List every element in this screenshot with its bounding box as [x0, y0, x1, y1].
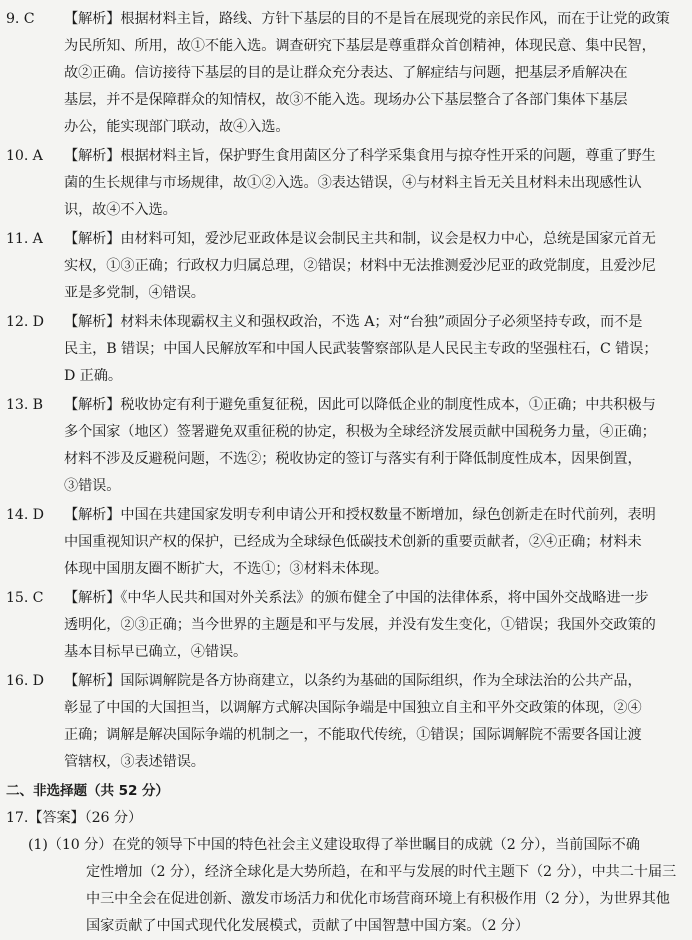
answer-line: 【解析】《中华人民共和国对外关系法》的颁布健全了中国的法律体系，将中国外交战略进一步	[64, 590, 649, 606]
question-number: 11. A	[6, 231, 43, 247]
question-10	[6, 143, 684, 224]
question-number: 13. B	[6, 397, 43, 413]
answer-line: 正确；调解是解决国际争端的机制之一，不能取代传统，①错误；国际调解院不需要各国让渡	[64, 727, 642, 743]
section-heading: 二、非选择题（共 52 分）	[6, 783, 169, 799]
answer-line: 故②正确。信访接待下基层的目的是让群众充分表达、了解症结与问题，把基层矛盾解决在	[64, 65, 628, 81]
answer-line: (1)（10 分）在党的领导下中国的特色社会主义建设取得了举世瞩目的成就（2 分），当前国际不确	[28, 837, 640, 853]
question-12	[6, 309, 684, 390]
answer-line: 体现中国朋友圈不断扩大，不选①；③材料未体现。	[64, 561, 389, 577]
question-number: 12. D	[6, 314, 44, 330]
question-17	[6, 805, 684, 940]
sub-answer-1	[6, 832, 684, 940]
question-number: 9. C	[6, 11, 35, 27]
question-9	[6, 6, 684, 141]
answer-line: 【解析】材料未体现霸权主义和强权政治，不选 A；对“台独”顽固分子必须坚持专政，而不是	[64, 314, 643, 330]
answer-line: 基层，并不是保障群众的知情权，故③不能入选。现场办公下基层整合了各部门集体下基层	[64, 92, 628, 108]
answer-line: 为民所知、所用，故①不能入选。调查研究下基层是尊重群众首创精神，体现民意、集中民智，	[64, 38, 656, 54]
question-number: 17.	[6, 810, 29, 826]
answer-line: 材料不涉及反避税问题，不选②；税收协定的签订与落实有利于降低制度性成本，因果倒置，	[64, 451, 642, 467]
answer-line: 菌的生长规律与市场规律，故①②入选。③表达错误，④与材料主旨无关且材料未出现感性认	[64, 175, 642, 191]
question-15	[6, 585, 684, 666]
answer-line: 实权，①③正确；行政权力归属总理，②错误；材料中无法推测爱沙尼亚的政党制度，且爱沙尼	[64, 258, 656, 274]
answer-line: 办公，能实现部门联动，故④入选。	[64, 119, 290, 135]
question-13	[6, 392, 684, 500]
question-number: 16. D	[6, 673, 44, 689]
answer-line: 民主，B 错误；中国人民解放军和中国人民武装警察部队是人民民主专政的坚强柱石，C 错误；	[64, 341, 658, 357]
answer-line: 中三中全会在促进创新、激发市场活力和优化市场营商环境上有积极作用（2 分），为世界其他	[86, 891, 670, 907]
answer-line: 基本目标早已确立，④错误。	[64, 644, 248, 660]
answer-label: 【答案】（26 分）	[28, 810, 143, 826]
answer-line: 中国重视知识产权的保护，已经成为全球绿色低碳技术创新的重要贡献者，②④正确；材料未	[64, 534, 642, 550]
question-number: 10. A	[6, 148, 43, 164]
answer-line: 【解析】中国在共建国家发明专利申请公开和授权数量不断增加，绿色创新走在时代前列，表明	[64, 507, 656, 523]
question-number: 14. D	[6, 507, 44, 523]
answer-line: 【解析】税收协定有利于避免重复征税，因此可以降低企业的制度性成本，①正确；中共积极与	[64, 397, 656, 413]
answer-line: 【解析】国际调解院是各方协商建立，以条约为基础的国际组织，作为全球法治的公共产品，	[64, 673, 642, 689]
answer-line: 透明化，②③正确；当今世界的主题是和平与发展，并没有发生变化，①错误；我国外交政策的	[64, 617, 656, 633]
answer-line: ③错误。	[64, 478, 121, 494]
answer-line: D 正确。	[64, 368, 122, 384]
answer-line: 【解析】根据材料主旨，保护野生食用菌区分了科学采集食用与掠夺性开采的问题，尊重了野生	[64, 148, 656, 164]
answer-line: 识，故④不入选。	[64, 202, 177, 218]
answer-line: 亚是多党制，④错误。	[64, 285, 205, 301]
answer-line: 【解析】由材料可知，爱沙尼亚政体是议会制民主共和制，议会是权力中心，总统是国家元首无	[64, 231, 656, 247]
answer-line: 国家贡献了中国式现代化发展模式，贡献了中国智慧中国方案。（2 分）	[86, 918, 529, 934]
answer-line: 定性增加（2 分），经济全球化是大势所趋，在和平与发展的时代主题下（2 分），中共二十届三	[86, 864, 677, 880]
question-14	[6, 502, 684, 583]
answer-line: 彰显了中国的大国担当，以调解方式解决国际争端是中国独立自主和平外交政策的体现，②④	[64, 700, 642, 716]
question-11	[6, 226, 684, 307]
answer-line: 管辖权，③表述错误。	[64, 754, 205, 770]
answer-line: 多个国家（地区）签署避免双重征税的协定，积极为全球经济发展贡献中国税务力量，④正确；	[64, 424, 656, 440]
question-16	[6, 668, 684, 776]
question-number: 15. C	[6, 590, 44, 606]
answer-line: 【解析】根据材料主旨，路线、方针下基层的目的不是旨在展现党的亲民作风，而在于让党的政策	[64, 11, 670, 27]
